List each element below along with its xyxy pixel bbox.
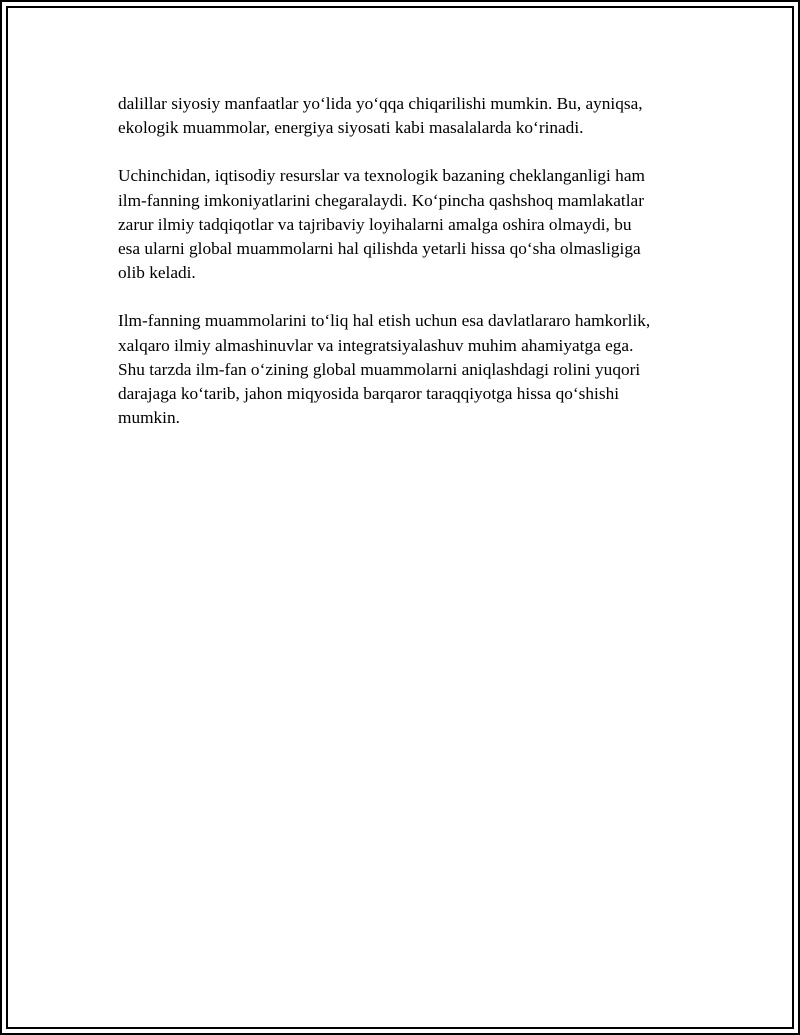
paragraph-3 <box>118 309 698 430</box>
text-line: Ilm-fanning muammolarini to‘liq hal etish uchun esa davlatlararo hamkorlik, <box>118 311 651 331</box>
text-line: ilm-fanning imkoniyatlarini chegaralaydi. Ko‘pincha qashshoq mamlakatlar <box>118 190 644 210</box>
document-body <box>118 92 698 454</box>
paragraph-2 <box>118 164 698 285</box>
text-line: dalillar siyosiy manfaatlar yo‘lida yo‘qqa chiqarilishi mumkin. Bu, ayniqsa, <box>118 94 643 113</box>
text-line: xalqaro ilmiy almashinuvlar va integratsiyalashuv muhim ahamiyatga ega. <box>118 335 634 355</box>
text-line: esa ularni global muammolarni hal qilishda yetarli hissa qo‘sha olmasligiga <box>118 239 641 259</box>
text-line: Uchinchidan, iqtisodiy resurslar va texnologik bazaning cheklanganligi ham <box>118 166 645 186</box>
text-line: olib keladi. <box>118 263 196 283</box>
text-line: Shu tarzda ilm-fan o‘zining global muammolarni aniqlashdagi rolini yuqori <box>118 359 641 379</box>
text-line: mumkin. <box>118 408 180 428</box>
text-line: zarur ilmiy tadqiqotlar va tajribaviy loyihalarni amalga oshira olmaydi, bu <box>118 214 632 234</box>
text-line: ekologik muammolar, energiya siyosati kabi masalalarda ko‘rinadi. <box>118 118 584 138</box>
text-line: darajaga ko‘tarib, jahon miqyosida barqaror taraqqiyotga hissa qo‘shishi <box>118 384 620 404</box>
paragraph-1 <box>118 92 698 140</box>
